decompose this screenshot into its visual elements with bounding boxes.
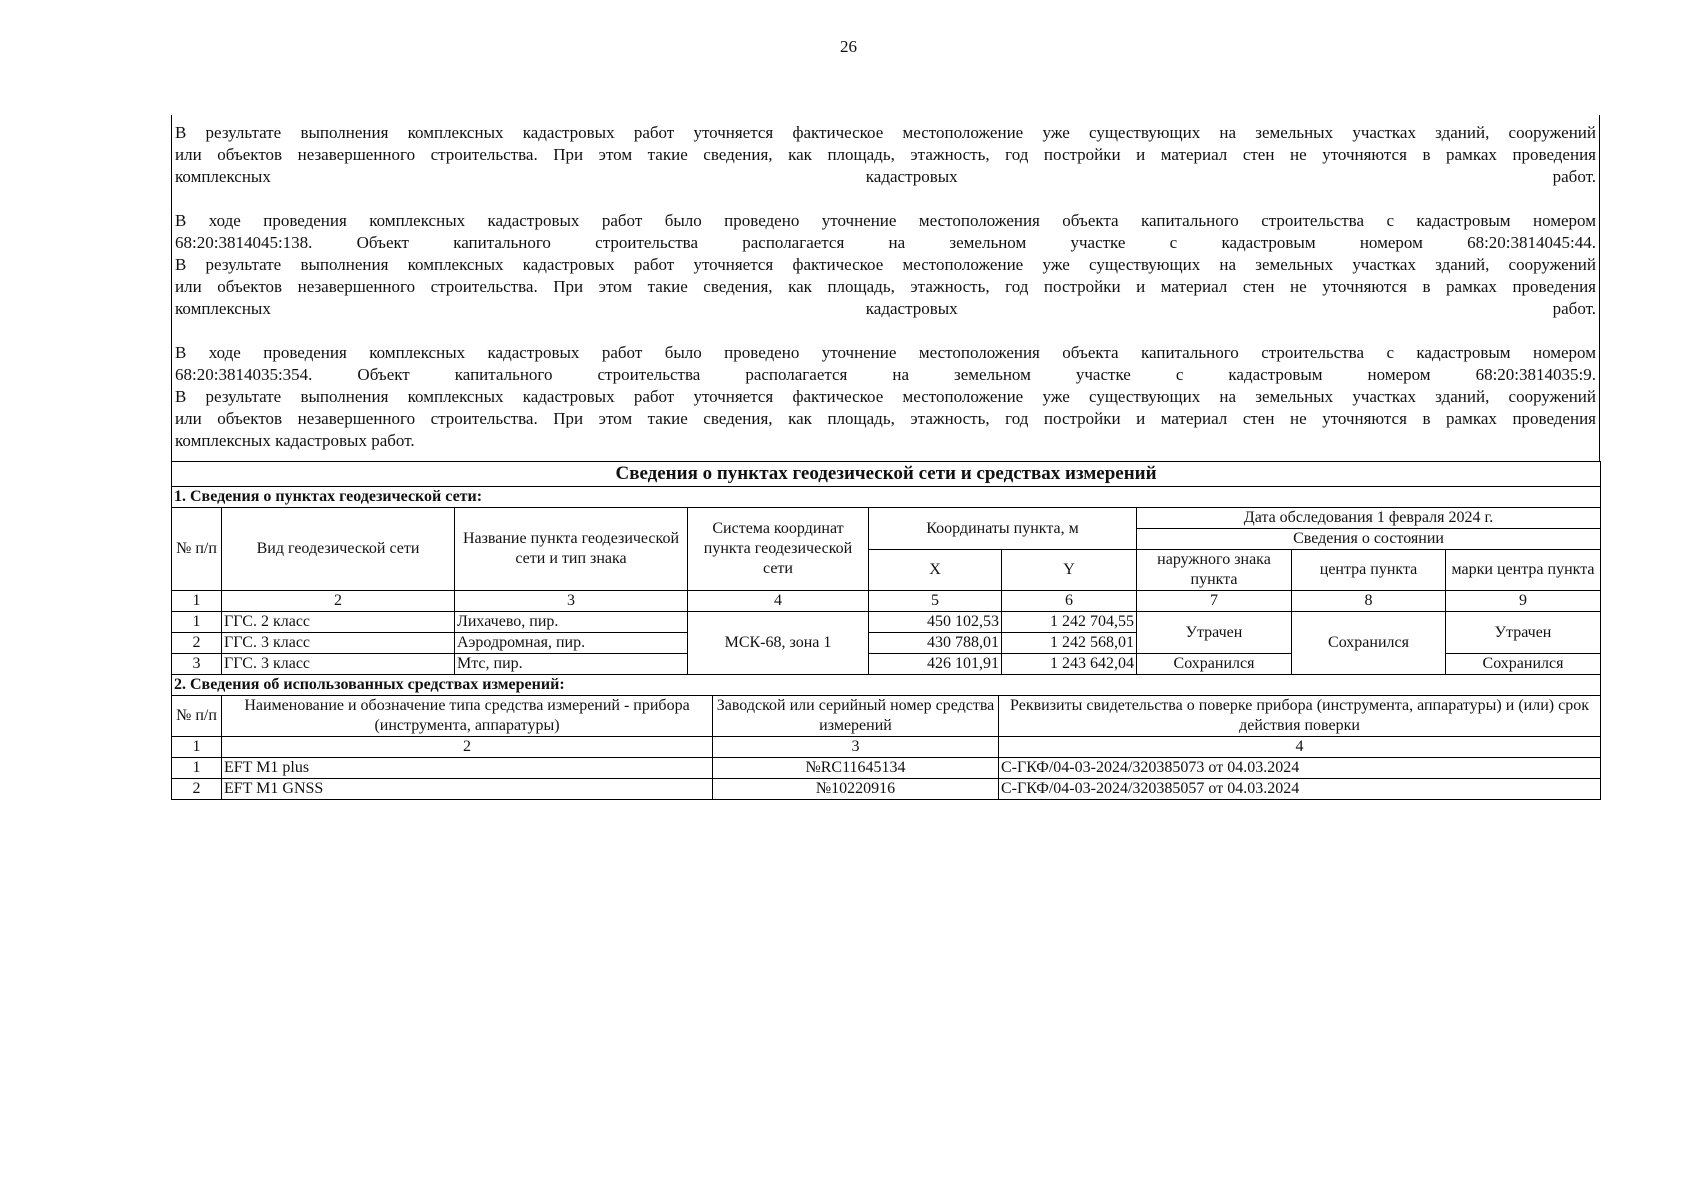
geodetic-subheading: 1. Сведения о пунктах геодезической сети:	[172, 487, 1601, 508]
column-number: 1	[172, 737, 222, 758]
geodetic-table	[171, 461, 1601, 675]
row-num: 3	[172, 654, 222, 675]
column-number: 6	[1002, 591, 1137, 612]
header-outer-sign: наружного знака пункта	[1137, 550, 1292, 591]
section-title: Сведения о пунктах геодезической сети и средствах измерений	[172, 462, 1601, 487]
instruments-subheading: 2. Сведения об использованных средствах измерений:	[172, 675, 1601, 696]
row-num: 1	[172, 612, 222, 633]
header-network-type: Вид геодезической сети	[222, 508, 455, 591]
paragraph-1	[175, 122, 1596, 188]
paragraph-line: В ходе проведения комплексных кадастровых работ было проведено уточнение местоположения объекта капитального строительства с кадастровым номером	[175, 211, 1596, 230]
table-row	[172, 612, 1601, 633]
point-name: Мтс, пир.	[455, 654, 688, 675]
column-number: 9	[1446, 591, 1601, 612]
paragraph-line: 68:20:3814035:354. Объект капитального строительства располагается на земельном участке с кадастровым номером 68:20:3814035:9.	[175, 365, 1596, 384]
paragraph-3	[175, 342, 1596, 452]
point-name: Лихачево, пир.	[455, 612, 688, 633]
column-number: 3	[713, 737, 999, 758]
center-mark-state: Сохранился	[1446, 654, 1601, 675]
instrument-name: EFT M1 GNSS	[222, 779, 713, 800]
column-number: 3	[455, 591, 688, 612]
instrument-verification: С-ГКФ/04-03-2024/320385073 от 04.03.2024	[999, 758, 1601, 779]
header-num: № п/п	[172, 696, 222, 737]
center-state: Сохранился	[1292, 612, 1446, 675]
paragraph-line: или объектов незавершенного строительства. При этом такие сведения, как площадь, этажность, год постройки и материал стен не уточняются в рамках проведения	[175, 145, 1596, 164]
instrument-name: EFT M1 plus	[222, 758, 713, 779]
header-survey-date: Дата обследования 1 февраля 2024 г.	[1137, 508, 1601, 529]
paragraph-line: комплексных кадастровых работ.	[175, 167, 1596, 186]
header-x: X	[869, 550, 1002, 591]
coord-x: 450 102,53	[869, 612, 1002, 633]
center-mark-state: Утрачен	[1446, 612, 1601, 654]
header-coord-system: Система координат пункта геодезической сети	[688, 508, 869, 591]
header-num: № п/п	[172, 508, 222, 591]
coord-y: 1 242 568,01	[1002, 633, 1137, 654]
header-y: Y	[1002, 550, 1137, 591]
column-number: 4	[999, 737, 1601, 758]
coord-y: 1 242 704,55	[1002, 612, 1137, 633]
column-number: 4	[688, 591, 869, 612]
column-number: 1	[172, 591, 222, 612]
row-num: 1	[172, 758, 222, 779]
document-frame	[171, 115, 1600, 839]
paragraph-line: В ходе проведения комплексных кадастровых работ было проведено уточнение местоположения объекта капитального строительства с кадастровым номером	[175, 343, 1596, 362]
network-type: ГГС. 3 класс	[222, 654, 455, 675]
coord-system: МСК-68, зона 1	[688, 612, 869, 675]
paragraph-2	[175, 210, 1596, 320]
paragraph-line: или объектов незавершенного строительства. При этом такие сведения, как площадь, этажность, год постройки и материал стен не уточняются в рамках проведения	[175, 409, 1596, 428]
outer-sign-state: Сохранился	[1137, 654, 1292, 675]
coord-x: 430 788,01	[869, 633, 1002, 654]
table-row	[172, 758, 1601, 779]
text-block	[171, 115, 1600, 461]
column-number: 2	[222, 737, 713, 758]
column-numbers-row	[172, 591, 1601, 612]
instrument-serial: №RC11645134	[713, 758, 999, 779]
column-number: 7	[1137, 591, 1292, 612]
header-serial: Заводской или серийный номер средства измерений	[713, 696, 999, 737]
page-number: 26	[840, 37, 857, 56]
instrument-serial: №10220916	[713, 779, 999, 800]
paragraph-line: комплексных кадастровых работ.	[175, 299, 1596, 318]
paragraph-line: В результате выполнения комплексных кадастровых работ уточняется фактическое местоположение уже существующих на земельных участках зданий, сооружений	[175, 123, 1596, 142]
row-num: 2	[172, 779, 222, 800]
instrument-verification: С-ГКФ/04-03-2024/320385057 от 04.03.2024	[999, 779, 1601, 800]
header-center: центра пункта	[1292, 550, 1446, 591]
row-num: 2	[172, 633, 222, 654]
paragraph-line: 68:20:3814045:138. Объект капитального строительства располагается на земельном участке с кадастровым номером 68:20:3814045:44.	[175, 233, 1596, 252]
paragraph-line: комплексных кадастровых работ.	[175, 431, 415, 450]
column-number: 5	[869, 591, 1002, 612]
header-instrument-name: Наименование и обозначение типа средства измерений - прибора (инструмента, аппаратуры)	[222, 696, 713, 737]
coord-y: 1 243 642,04	[1002, 654, 1137, 675]
paragraph-line: В результате выполнения комплексных кадастровых работ уточняется фактическое местоположение уже существующих на земельных участках зданий, сооружений	[175, 255, 1596, 274]
coord-x: 426 101,91	[869, 654, 1002, 675]
network-type: ГГС. 3 класс	[222, 633, 455, 654]
outer-sign-state: Утрачен	[1137, 612, 1292, 654]
header-verification: Реквизиты свидетельства о поверке прибора (инструмента, аппаратуры) и (или) срок действия поверки	[999, 696, 1601, 737]
column-numbers-row	[172, 737, 1601, 758]
network-type: ГГС. 2 класс	[222, 612, 455, 633]
header-center-mark: марки центра пункта	[1446, 550, 1601, 591]
point-name: Аэродромная, пир.	[455, 633, 688, 654]
header-point-name: Название пункта геодезической сети и тип знака	[455, 508, 688, 591]
column-number: 2	[222, 591, 455, 612]
instruments-table	[171, 674, 1601, 800]
column-number: 8	[1292, 591, 1446, 612]
table-row	[172, 779, 1601, 800]
paragraph-line: или объектов незавершенного строительства. При этом такие сведения, как площадь, этажность, год постройки и материал стен не уточняются в рамках проведения	[175, 277, 1596, 296]
header-state: Сведения о состоянии	[1137, 529, 1601, 550]
paragraph-line: В результате выполнения комплексных кадастровых работ уточняется фактическое местоположение уже существующих на земельных участках зданий, сооружений	[175, 387, 1596, 406]
header-coords: Координаты пункта, м	[869, 508, 1137, 550]
